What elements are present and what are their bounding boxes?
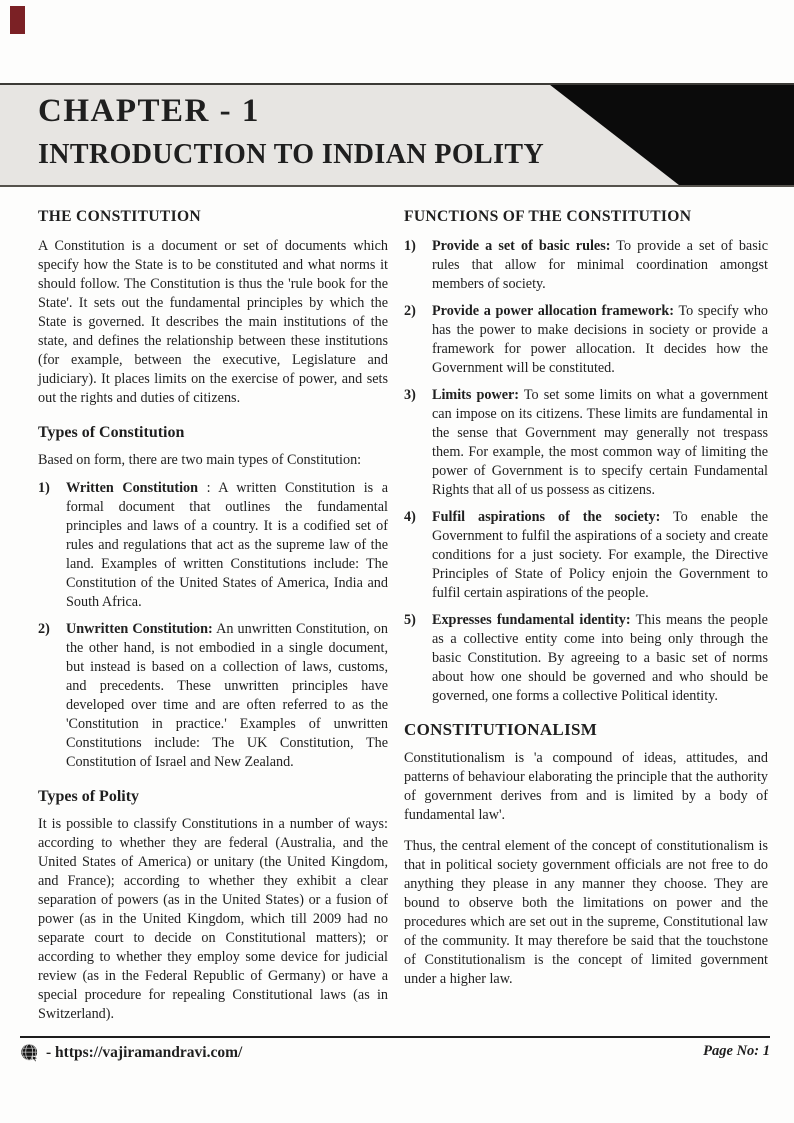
list-item-number: 2) [38,621,50,637]
footer-url[interactable]: - https://vajiramandravi.com/ [46,1044,243,1061]
right-column [404,199,768,1036]
section-heading-types-of-polity: Types of Polity [38,788,140,805]
functions-list [404,237,768,706]
list-item-lead: Provide a set of basic rules: [432,238,611,254]
section-heading-the-constitution: THE CONSTITUTION [38,208,201,225]
footer-site [20,1043,242,1063]
list-item-number: 2) [404,303,416,319]
list-item [404,302,768,378]
list-item [404,237,768,294]
list-item [38,479,388,612]
types-of-constitution-list [38,479,388,772]
page-footer [20,1036,770,1063]
list-item-text [432,237,768,294]
list-item-body: To enable the Government to fulfil the aspirations of a society and create conditions for a just society. For example, the Directive Principles of State of Policy enjoin the Government to fulfil certain aspirations of the people. [432,509,768,601]
list-item-number: 5) [404,612,416,628]
list-item-text [432,611,768,706]
list-item-body: This means the people as a collective entity come into being only through the basic Constitution. By agreeing to a basic set of norms about how one should be governed and who should be governed, one forms a collective Political identity. [432,612,768,704]
list-item [404,611,768,706]
list-item-lead: Expresses fundamental identity: [432,612,631,628]
section-heading-constitutionalism: CONSTITUTIONALISM [404,720,598,739]
scan-red-mark [10,6,25,34]
list-item [404,386,768,500]
list-item-number: 1) [404,238,416,254]
chapter-title: INTRODUCTION TO INDIAN POLITY [38,139,545,170]
globe-icon [20,1043,40,1063]
types-of-constitution-intro: Based on form, there are two main types of Constitution: [38,452,362,468]
list-item-text [432,386,768,500]
list-item-text [66,620,388,772]
list-item-body: To specify who has the power to make decisions in society or provide a framework for power allocation. It decides how the Government will be constituted. [432,303,769,376]
page-content [38,199,768,1036]
constitutionalism-paragraph-1: Constitutionalism is 'a compound of ideas, attitudes, and patterns of behaviour elaborating the principle that the authority of government derives from and is limited by a body of fundamental law'. [404,750,768,823]
left-column [38,199,388,1036]
list-item-lead: Written Constitution [66,480,199,496]
list-item-lead: Unwritten Constitution: [66,621,213,637]
the-constitution-paragraph: A Constitution is a document or set of documents which specify how the State is to be constituted and what norms it should follow. The Constitution is thus the 'rule book for the State'. It sets out the fundamental principles by which the State is governed. It describes the main institutions of the state, and defines the relationship between these institutions (for example, between the executive, Legislature and judiciary). It places limits on the exercise of power, and sets out the rights and duties of citizens. [38,238,388,406]
list-item-number: 4) [404,509,416,525]
chapter-number: CHAPTER - 1 [38,93,260,129]
section-heading-types-of-constitution: Types of Constitution [38,424,185,441]
list-item-body: To provide a set of basic rules that allow for minimal coordination amongst members of society. [432,238,768,292]
list-item-number: 3) [404,387,416,403]
list-item-lead: Limits power: [432,387,520,403]
page-number: Page No: 1 [703,1043,770,1059]
section-heading-functions: FUNCTIONS OF THE CONSTITUTION [404,208,692,225]
list-item-text [432,508,768,603]
header-black-wedge [520,85,794,185]
list-item-text [432,302,768,378]
list-item-lead: Provide a power allocation framework: [432,303,675,319]
list-item-lead: Fulfil aspirations of the society: [432,509,661,525]
constitutionalism-paragraph-2: Thus, the central element of the concept of constitutionalism is that in political society government officials are not free to do anything they please in any manner they choose. They are bound to observe both the limitations on power and the procedures which are set out in the supreme, Constitutional law of the community. It may therefore be said that the touchstone of Constitutionalism is the concept of limited government under a higher law. [404,838,768,987]
list-item [404,508,768,603]
list-item-text [66,479,388,612]
chapter-header-band [0,83,794,187]
types-of-polity-paragraph: It is possible to classify Constitutions in a number of ways: according to whether they are federal (Australia, and the United States of America) or unitary (the United Kingdom, and France); according to whether they exhibit a clear separation of powers (as in the United States) or a fusion of power (as in the United Kingdom, which till 2009 had no separate court to decide on Constitutional matters); or according to whether they employ some device for judicial review (as in the Federal Republic of Germany) or have a special procedure for repealing Constitutional laws (as in Switzerland). [38,816,388,1022]
list-item-body: To set some limits on what a government can impose on its citizens. These limits are fundamental in the sense that Government may generally not trespass them. For example, the most common way of limiting the power of Government is to specify certain Fundamental Rights that all of us possess as citizens. [432,387,769,498]
list-item [38,620,388,772]
list-item-number: 1) [38,480,50,496]
list-item-body: : A written Constitution is a formal document that outlines the fundamental principles and laws of a country. It is a codified set of rules and regulations that act as the supreme law of the land. Examples of written Constitutions include: The Constitution of the United States of America, India and South Africa. [66,480,388,610]
list-item-body: An unwritten Constitution, on the other hand, is not embodied in a single document, but instead is based on a collection of laws, customs, and precedents. These unwritten principles have developed over time and are often referred to as the 'Constitution in practice.' Examples of unwritten Constitutions include: The UK Constitution, The Constitution of Israel and New Zealand. [66,621,388,770]
